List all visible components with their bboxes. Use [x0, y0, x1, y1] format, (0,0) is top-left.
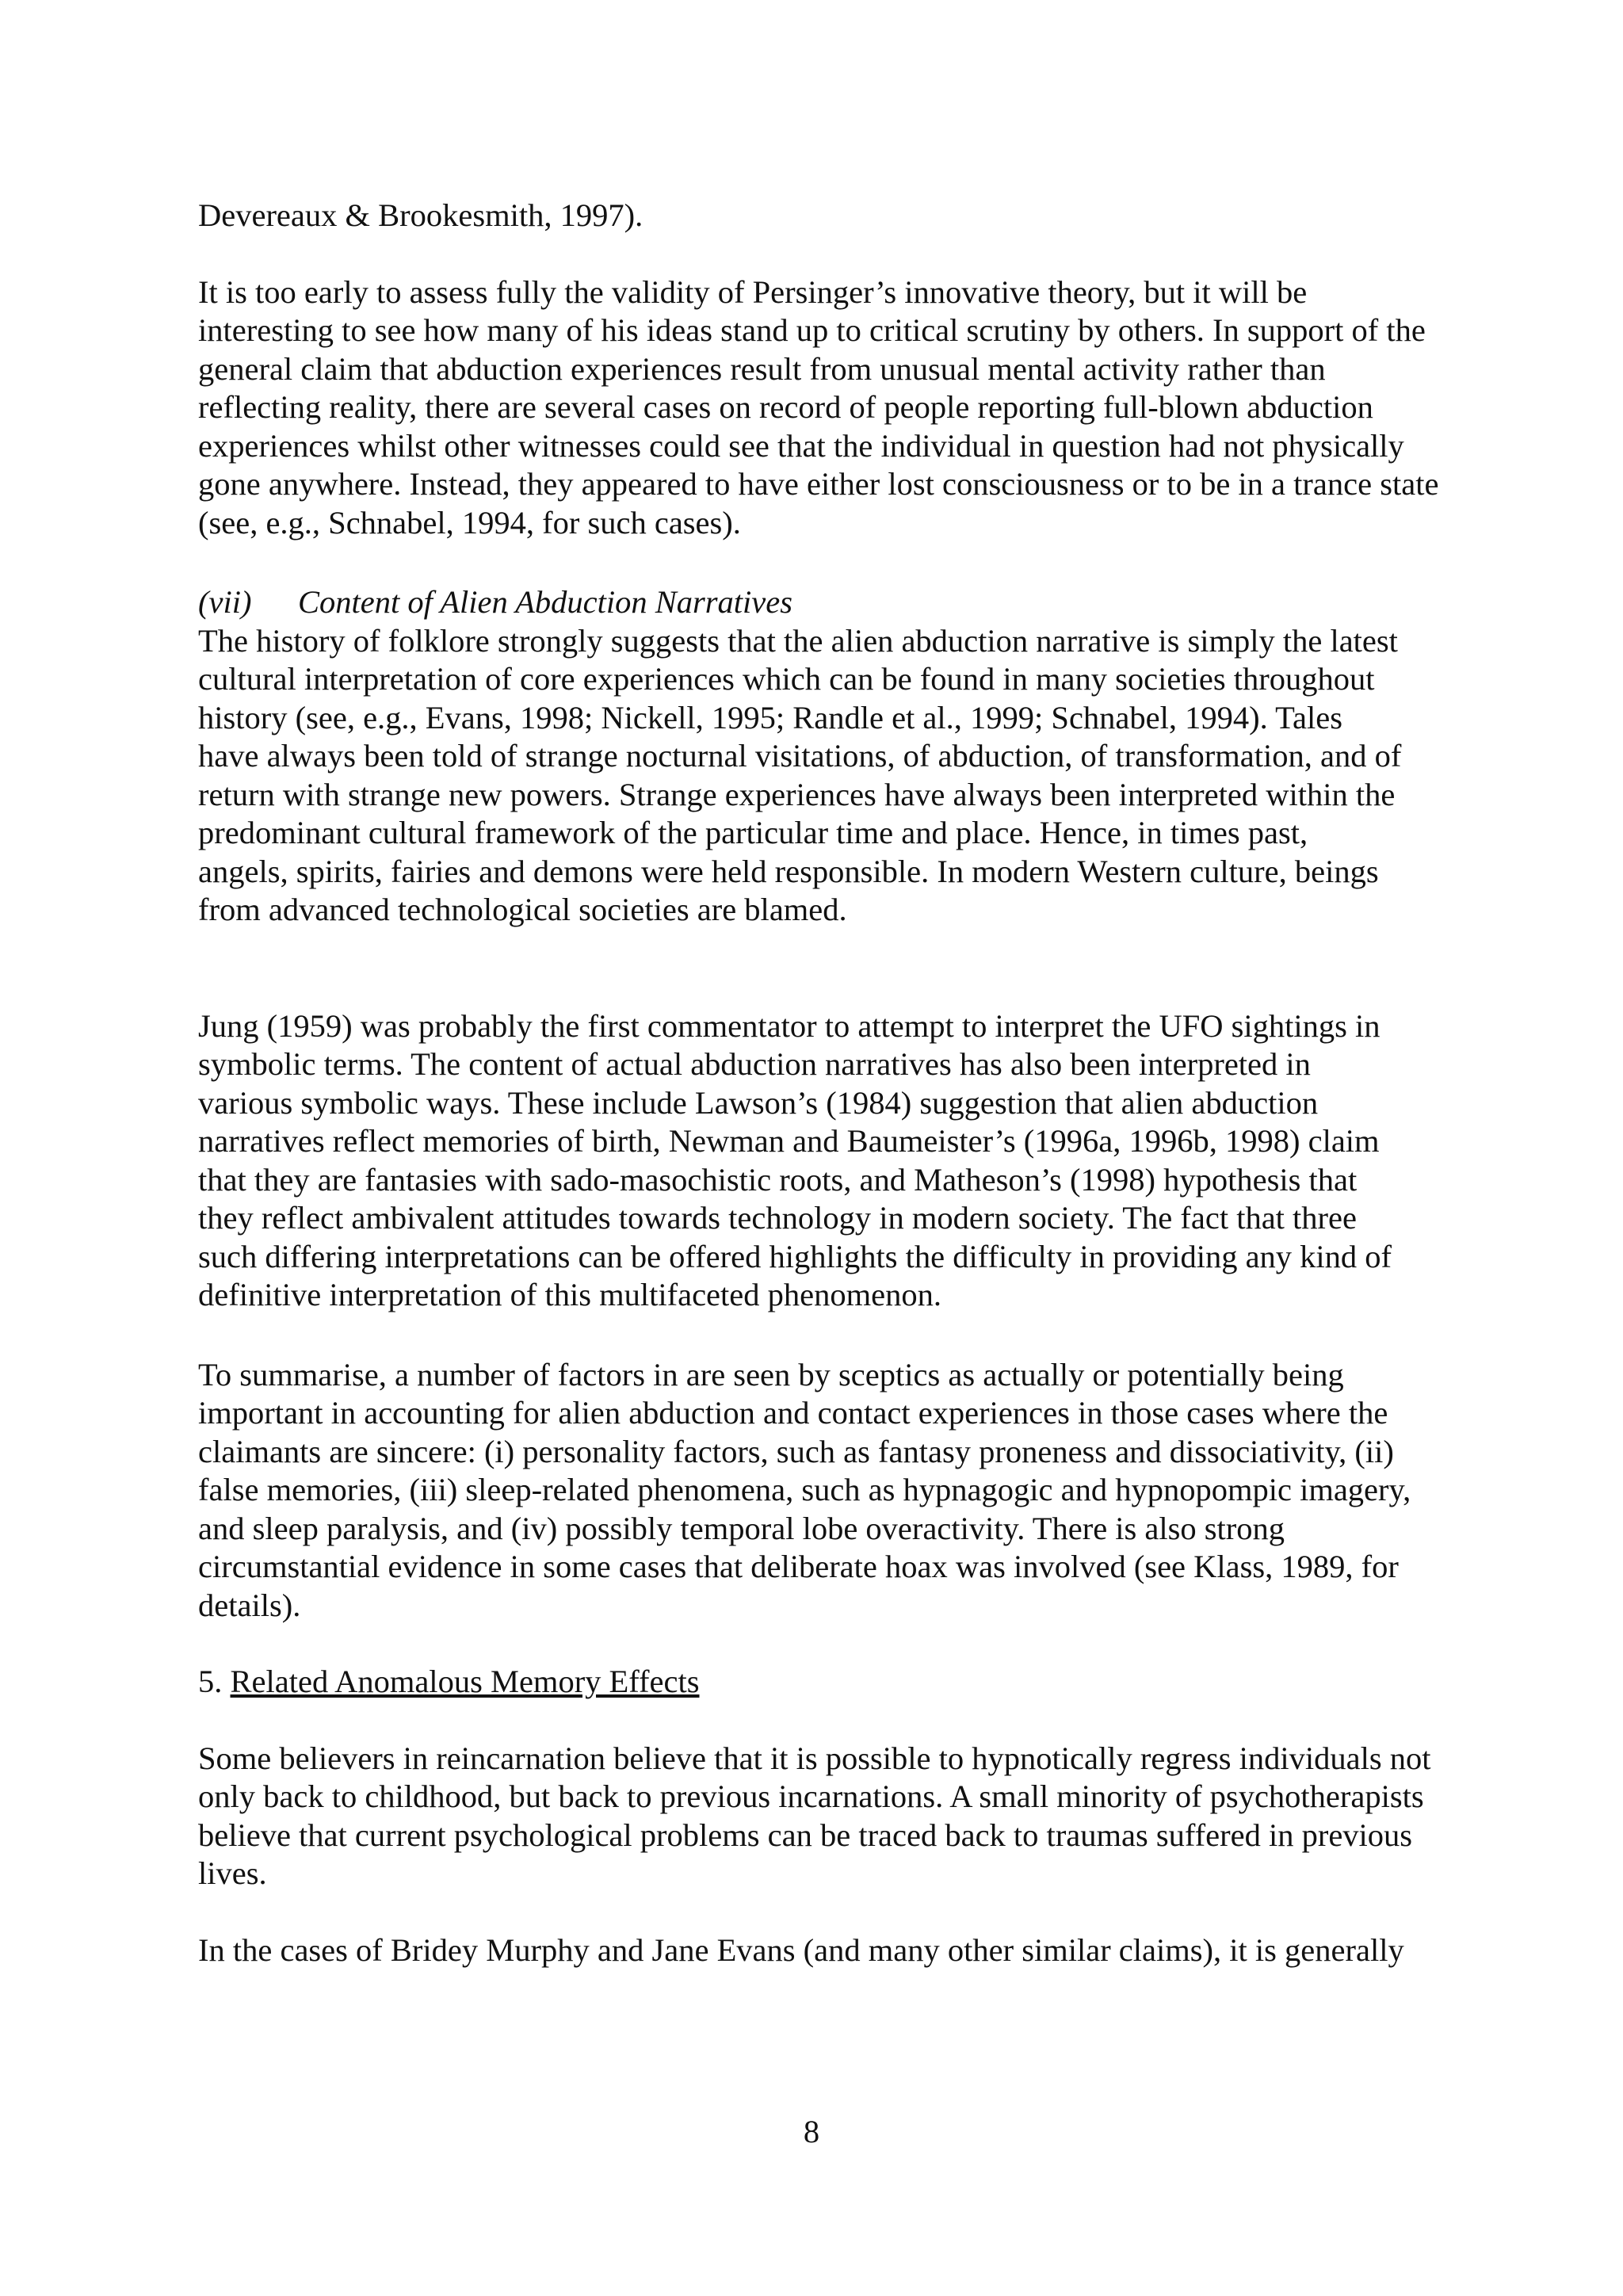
- text-line: return with strange new powers. Strange experiences have always been interpreted within the: [198, 776, 1396, 812]
- text-line: angels, spirits, fairies and demons were held responsible. In modern Western culture, beings: [198, 853, 1379, 889]
- text-line: that they are fantasies with sado-masochistic roots, and Matheson’s (1998) hypothesis that: [198, 1161, 1358, 1198]
- paragraph-bridey-murphy: [198, 1931, 1446, 1970]
- text-line: believe that current psychological problems can be traced back to traumas suffered in previous: [198, 1817, 1413, 1853]
- text-line: such differing interpretations can be offered highlights the difficulty in providing any kind of: [198, 1238, 1392, 1274]
- document-page: [198, 197, 1446, 1969]
- text-line: general claim that abduction experiences result from unusual mental activity rather than: [198, 350, 1326, 387]
- text-line: gone anywhere. Instead, they appeared to have either lost consciousness or to be in a trance state: [198, 466, 1439, 502]
- text-line: various symbolic ways. These include Lawson’s (1984) suggestion that alien abduction: [198, 1084, 1319, 1121]
- text-line: lives.: [198, 1855, 267, 1891]
- text-line: predominant cultural framework of the particular time and place. Hence, in times past,: [198, 815, 1308, 850]
- text-line: The history of folklore strongly suggests that the alien abduction narrative is simply the latest: [198, 622, 1398, 659]
- text-line: experiences whilst other witnesses could see that the individual in question had not physically: [198, 427, 1404, 464]
- text-line: and sleep paralysis, and (iv) possibly temporal lobe overactivity. There is also strong: [198, 1510, 1285, 1546]
- text-line: have always been told of strange nocturnal visitations, of abduction, of transformation, and of: [198, 738, 1402, 774]
- text-line: narratives reflect memories of birth, Newman and Baumeister’s (1996a, 1996b, 1998) claim: [198, 1123, 1380, 1159]
- paragraph-persinger-theory: [198, 273, 1446, 543]
- subheading-title: Content of Alien Abduction Narratives: [298, 584, 792, 620]
- text-line: circumstantial evidence in some cases that deliberate hoax was involved (see Klass, 1989, for: [198, 1549, 1399, 1584]
- text-line: claimants are sincere: (i) personality factors, such as fantasy proneness and dissociativity, (ii): [198, 1433, 1394, 1469]
- text-line: only back to childhood, but back to previous incarnations. A small minority of psychotherapists: [198, 1778, 1424, 1814]
- text-line: false memories, (iii) sleep-related phenomena, such as hypnagogic and hypnopompic imagery,: [198, 1472, 1411, 1507]
- text-line: Some believers in reincarnation believe that it is possible to hypnotically regress individuals not: [198, 1740, 1431, 1776]
- text-line: Devereaux & Brookesmith, 1997).: [198, 197, 643, 233]
- text-line: symbolic terms. The content of actual abduction narratives has also been interpreted in: [198, 1046, 1311, 1082]
- text-line: interesting to see how many of his ideas stand up to critical scrutiny by others. In support of the: [198, 312, 1426, 348]
- section-heading: [198, 1663, 1446, 1702]
- paragraph-continuation: [198, 197, 1446, 235]
- text-line: details).: [198, 1587, 301, 1623]
- subheading-number: (vii): [198, 584, 252, 620]
- paragraph-summary: [198, 1356, 1446, 1626]
- subheading: [198, 583, 1446, 622]
- text-line: reflecting reality, there are several cases on record of people reporting full-blown abduction: [198, 389, 1373, 425]
- text-line: from advanced technological societies are blamed.: [198, 892, 847, 927]
- text-line: To summarise, a number of factors in are seen by sceptics as actually or potentially being: [198, 1356, 1344, 1392]
- text-line: definitive interpretation of this multifaceted phenomenon.: [198, 1277, 941, 1312]
- page-number: 8: [803, 2114, 820, 2149]
- text-line: they reflect ambivalent attitudes towards technology in modern society. The fact that three: [198, 1200, 1357, 1236]
- text-line: cultural interpretation of core experiences which can be found in many societies throughout: [198, 661, 1375, 697]
- section-title: Related Anomalous Memory Effects: [230, 1664, 700, 1699]
- paragraph-jung: [198, 1007, 1446, 1315]
- text-line: Jung (1959) was probably the first commentator to attempt to interpret the UFO sightings in: [198, 1007, 1381, 1044]
- text-line: In the cases of Bridey Murphy and Jane Evans (and many other similar claims), it is generally: [198, 1931, 1404, 1968]
- text-line: history (see, e.g., Evans, 1998; Nickell, 1995; Randle et al., 1999; Schnabel, 1994). Tales: [198, 699, 1342, 735]
- paragraph-reincarnation: [198, 1740, 1446, 1893]
- paragraph-folklore: [198, 622, 1446, 930]
- text-line: (see, e.g., Schnabel, 1994, for such cases).: [198, 504, 741, 541]
- text-line: It is too early to assess fully the validity of Persinger’s innovative theory, but it will be: [198, 273, 1308, 310]
- text-line: important in accounting for alien abduction and contact experiences in those cases where the: [198, 1395, 1388, 1431]
- section-number: 5.: [198, 1664, 223, 1699]
